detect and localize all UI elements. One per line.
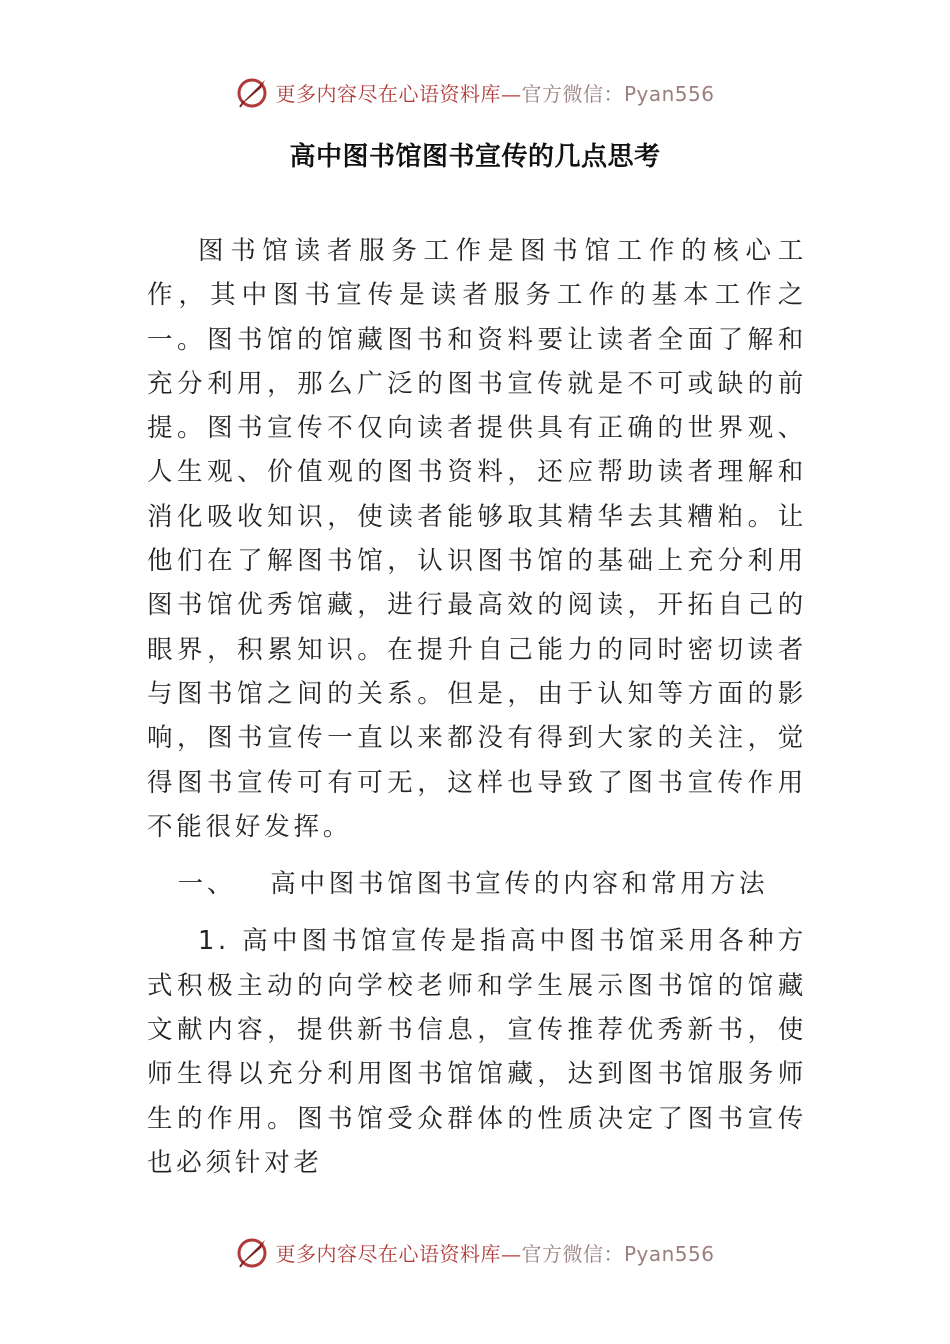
paragraph-section-1: 1. 高中图书馆宣传是指高中图书馆采用各种方式积极主动的向学校老师和学生展示图书馆的馆藏文献内容，提供新书信息，宣传推荐优秀新书，使师生得以充分利用图书馆馆藏，达到图书馆服务师生的作用。图书馆受众群体的性质决定了图书宣传也必须针对老 (147, 926, 807, 1178)
section-heading (147, 862, 807, 906)
quill-pen-logo-icon (235, 74, 271, 110)
banner-wechat: 官方微信：Pyan556 (521, 1241, 715, 1266)
paragraph-intro: 图书馆读者服务工作是图书馆工作的核心工作，其中图书宣传是读者服务工作的基本工作之一。图书馆的馆藏图书和资料要让读者全面了解和充分利用，那么广泛的图书宣传就是不可或缺的前提。图书宣传不仅向读者提供具有正确的世界观、人生观、价值观的图书资料，还应帮助读者理解和消化吸收知识，使读者能够取其精华去其糟粕。让他们在了解图书馆，认识图书馆的基础上充分利用图书馆优秀馆藏，进行最高效的阅读，开拓自己的眼界，积累知识。在提升自己能力的同时密切读者与图书馆之间的关系。但是，由于认知等方面的影响，图书宣传一直以来都没有得到大家的关注，觉得图书宣传可有可无，这样也导致了图书宣传作用不能很好发挥。 (147, 236, 807, 842)
page-title: 高中图书馆图书宣传的几点思考 (289, 142, 661, 172)
quill-pen-logo-icon (235, 1234, 271, 1270)
document-body (147, 229, 807, 1185)
banner-text (275, 1238, 714, 1267)
banner-dash: — (500, 81, 522, 106)
banner-site-name: 更多内容尽在心语资料库 (275, 81, 501, 106)
header-banner (0, 72, 950, 112)
section-heading-text: 高中图书馆图书宣传的内容和常用方法 (270, 869, 769, 900)
banner-dash: — (500, 1241, 522, 1266)
banner-site-name: 更多内容尽在心语资料库 (275, 1241, 501, 1266)
footer-banner (0, 1232, 950, 1272)
banner-wechat: 官方微信：Pyan556 (521, 81, 715, 106)
banner-text (275, 78, 714, 107)
section-number: 一、 (177, 869, 237, 900)
